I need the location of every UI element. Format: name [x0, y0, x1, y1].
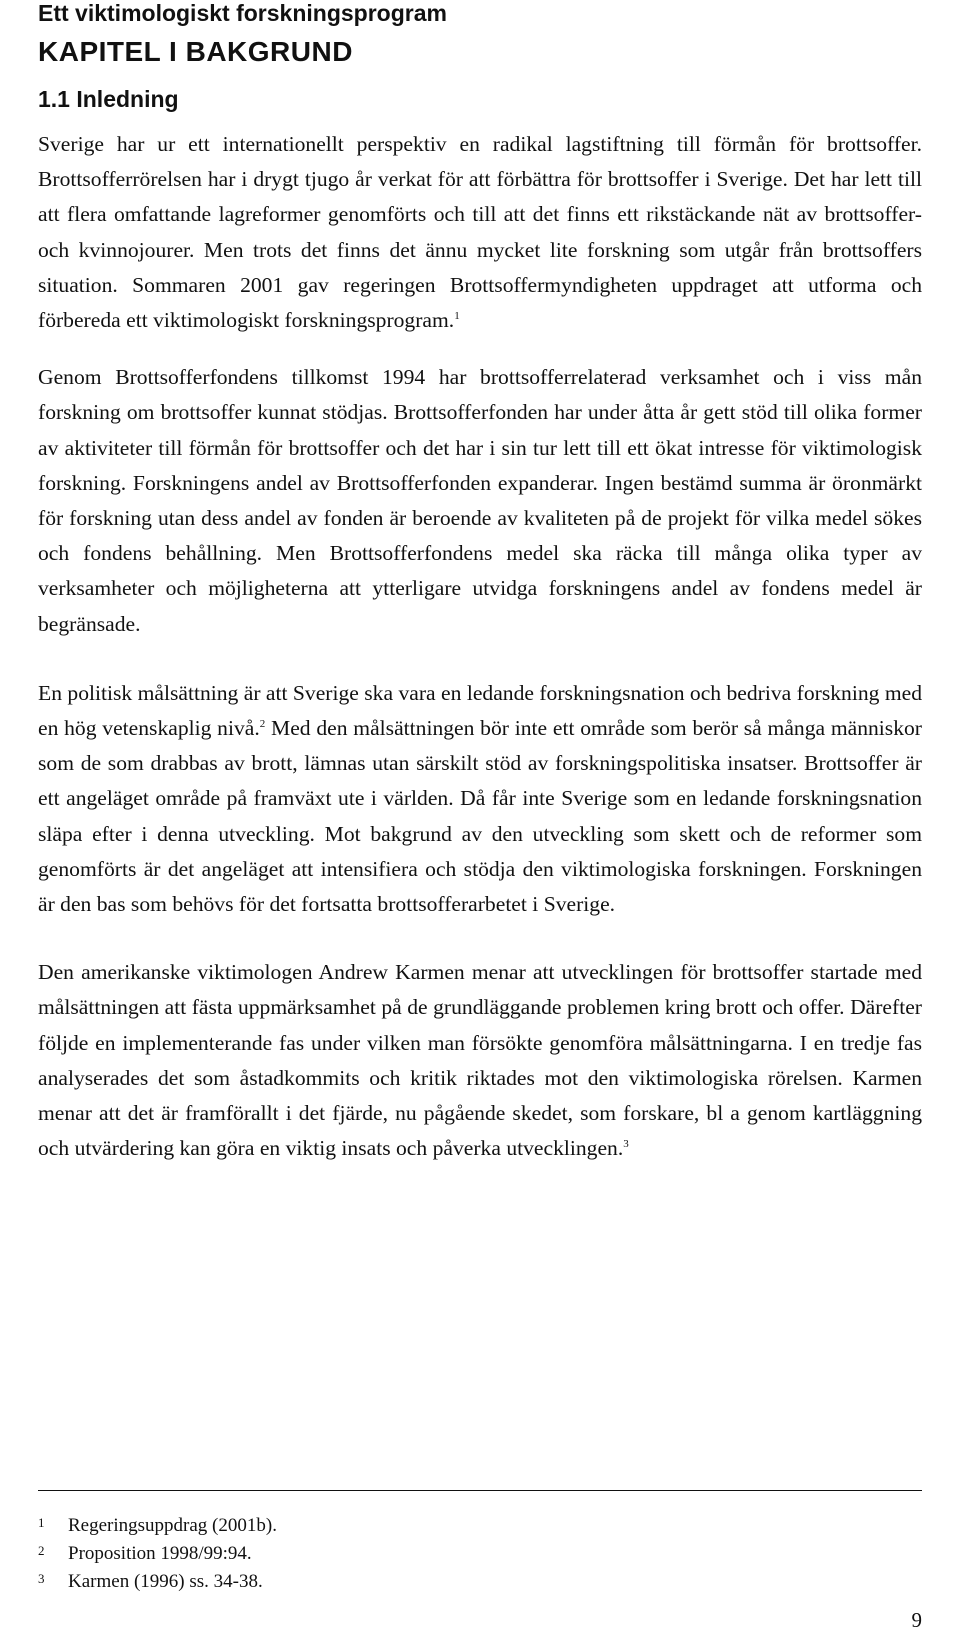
page-number: 9 — [911, 1608, 922, 1632]
footnote-text: Karmen (1996) ss. 34-38. — [68, 1571, 263, 1592]
chapter-title: KAPITEL I BAKGRUND — [38, 36, 353, 67]
paragraph-text: Den amerikanske viktimologen Andrew Karmen menar att utvecklingen för brottsoffer startade med målsättningen att fästa uppmärksamhet på de grundläggande problemen kring brott och offer. Därefter följde en implementerande fas under vilken man försökte genomföra målsättningarna. I en tredje fas analyserades det som åstadkommits och kritik riktades mot den viktimologiska rörelsen. Karmen menar att det är framförallt i det fjärde, nu pågående skedet, som forskare, bl a genom kartläggning och utvärdering kan göra en viktig insats och påverka utvecklingen. — [38, 960, 922, 1161]
footnotes — [38, 1512, 922, 1596]
footnote-divider — [38, 1490, 922, 1491]
footnote-number: 1 — [38, 1515, 45, 1530]
footnote-number: 3 — [38, 1571, 45, 1586]
footnote-text: Regeringsuppdrag (2001b). — [68, 1515, 277, 1536]
footnote-text: Proposition 1998/99:94. — [68, 1543, 252, 1564]
paragraph-3 — [38, 676, 922, 922]
paragraph-4 — [38, 955, 922, 1166]
page-body — [38, 0, 922, 1166]
paragraph-text: Genom Brottsofferfondens tillkomst 1994 har brottsofferrelaterad verksamhet och i viss mån forskning om brottsoffer kunnat stödjas. Brottsofferfonden har under åtta år gett stöd till olika former av aktiviteter till förmån för brottsoffer och det har i sin tur lett till ett ökat intresse för viktimologisk forskning. Forskningens andel av Brottsofferfonden expanderar. Ingen bestämd summa är öronmärkt för forskning utan dess andel av fonden är beroende av kvaliteten på de projekt för vilka medel sökes och fondens behållning. Men Brottsofferfondens medel ska räcka till många olika typer av verksamheter och möjligheterna att ytterligare utvidga forskningens andel av fondens medel är begränsade. — [38, 365, 922, 636]
footnote-item — [38, 1540, 922, 1568]
footnote-item — [38, 1568, 922, 1596]
paragraph-1 — [38, 127, 922, 338]
section-title: 1.1 Inledning — [38, 86, 179, 112]
paragraph-text: En politisk målsättning är att Sverige ska vara en ledande forskningsnation och bedriva forskning med en hög vetenskaplig nivå. — [38, 680, 922, 741]
footnote-number: 2 — [38, 1543, 45, 1558]
footnote-ref-1: 1 — [454, 309, 460, 322]
footnote-ref-3: 3 — [623, 1138, 629, 1151]
paragraph-text-continued: Med den målsättningen bör inte ett område som berör så många människor som de som drabbas av brott, lämnas utan särskilt stöd av forskningspolitiska insatser. Brottsoffer är ett angeläget område på framväxt ute i världen. Då får inte Sverige som en ledande forskningsnation släpa efter i denna utveckling. Mot bakgrund av den utveckling som skett och de reformer som genomförts är det angeläget att intensifiera och stödja den viktimologiska forskningen. Forskningen är den bas som behövs för det fortsatta brottsofferarbetet i Sverige. — [38, 716, 922, 917]
footnote-ref-2: 2 — [259, 717, 266, 730]
paragraph-text: Sverige har ur ett internationellt perspektiv en radikal lagstiftning till förmån för brottsoffer. Brottsofferrörelsen har i drygt tjugo år verkat för att förbättra för brottsoffer i Sverige. Det har lett till att flera omfattande lagreformer genomförts och till att det finns ett rikstäckande nät av brottsoffer- och kvinnojourer. Men trots det finns det ännu mycket lite forskning som utgår från brottsoffers situation. Sommaren 2001 gav regeringen Brottsoffermyndigheten uppdraget att utforma och förbereda ett viktimologiskt forskningsprogram. — [38, 132, 922, 333]
paragraph-2 — [38, 360, 922, 642]
footnote-item — [38, 1512, 922, 1540]
running-title: Ett viktimologiskt forskningsprogram — [38, 0, 447, 26]
